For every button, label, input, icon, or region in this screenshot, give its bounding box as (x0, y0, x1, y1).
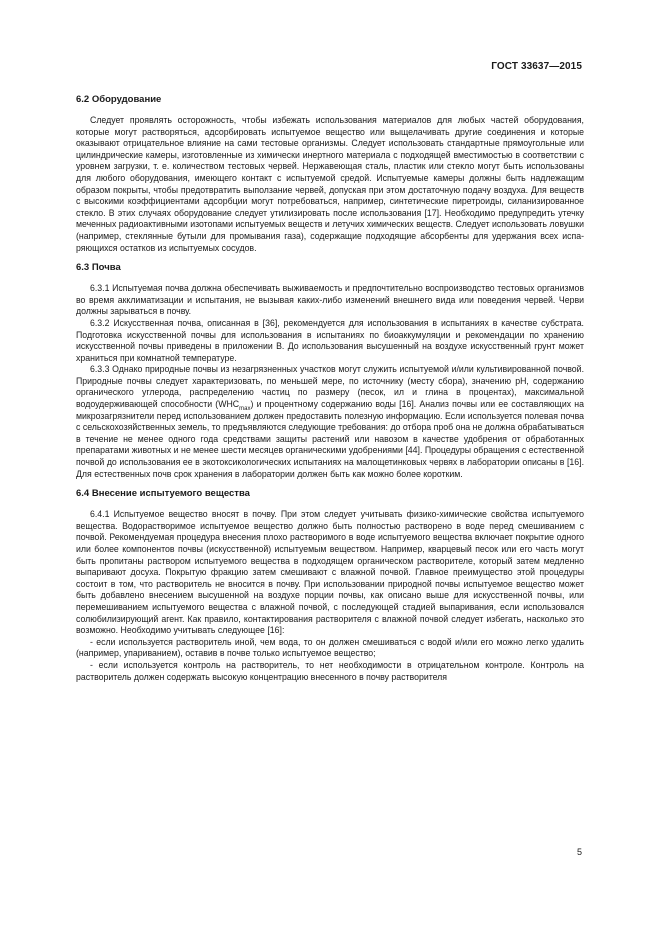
section-6-3 (76, 262, 584, 480)
subscript: max (239, 405, 251, 412)
paragraph: Следует проявлять осторожность, чтобы избежать использования материалов для любых частей оборудования, которые могут растворяться, адсорбировать испытуемое вещество или выщелачивать другие соединения и которые оказывают отрицательное влияние на сами тестовые организмы. Следует использовать стандартные прямоугольные или цилиндрические камеры, изготовленные из химически инертного материала с подходящей вместимостью в соответствии с уровнем загрузки, т. е. количеством тестовых червей. Нержавеющая сталь, пластик или стекло могут быть использованы для любого оборудования, имеющего контакт с испытуемой средой. Испытуемые камеры должны быть надлежащим образом покрыты, чтобы предотвратить выползание червей, допуская при этом достаточную подачу воздуха. Для веществ с высокими коэффициентами адсорбции могут потребоваться, например, синтетические пиретроиды, силанизированное стекло. В этих случаях оборудование следует утилизировать после использования [17]. Необходимо предупредить утечку меченных радиоактивными изотопами испытуемых веществ и летучих химических веществ. Следует использовать ловушки (например, стеклянные бутыли для промывания газа), содержащие подходящие абсорбенты для удержания всех испаряющихся остатков из испытуемых сосудов. (76, 115, 584, 253)
list-item: - если используется растворитель иной, чем вода, то он должен смешиваться с водой и/или его можно легко удалить (например, упариванием), оставив в почве только испытуемое вещество; (76, 636, 584, 659)
page-number: 5 (576, 847, 582, 857)
section-title: 6.2 Оборудование (76, 94, 162, 105)
section-6-2 (76, 94, 584, 254)
paragraph-text-part: ) и процентному содержанию воды [16]. Анализ почвы или ее составляющих на микрозагрязнители перед использованием должен предоставить полезную информацию. Если используется полевая почва с сельскохозяйственных земель, то предъявляются следующие требования: до отбора проб она не должна обрабатываться в течение не менее одного года средствами защиты растений или навозом в качестве удобрения от обработанных препаратами животных и не менее шести месяцев органическими удобрениями [44]. Процедуры обращения с естественной почвой до использования ее в экотоксикологических испытаниях на малощетинковых червях в лаборатории описаны в [16]. Для естественных почв срок хранения в лаборатории должен быть как можно более коротким. (76, 399, 584, 479)
standard-code-header: ГОСТ 33637—2015 (491, 61, 582, 72)
paragraph-text-part: 6.3.3 Однако природные почвы из незагрязненных участков могут служить испытуемой и/или культивированной почвой. Природные почвы следует характеризовать, по меньшей мере, по источнику (месту сбора), значению pH, содержанию органического углерода, распределению частиц по размеру (песок, ил и глина в процентах), максимальной водоудерживающей способности (WHC (76, 364, 584, 410)
list-item: - если используется контроль на растворитель, то нет необходимости в отрицательном контроле. Контроль на растворитель должен содержать высокую концентрацию внесенного в почву растворителя (76, 659, 584, 682)
paragraph-6-3-3 (76, 364, 584, 480)
paragraph: 6.3.2 Искусственная почва, описанная в [36], рекомендуется для использования в испытаниях в качестве субстрата. Подготовка искусственной почвы для использования в испытаниях по биоаккумуляции и рекомендации по хранению искусственной почвы приведены в приложении В. До использования высушенный на воздухе искусственный грунт может храниться при комнатной температуре. (76, 317, 584, 363)
section-title: 6.3 Почва (76, 262, 121, 274)
section-6-4 (76, 488, 584, 683)
paragraph: 6.4.1 Испытуемое вещество вносят в почву. При этом следует учитывать физико-химические свойства испытуемого вещества. Водорастворимое испытуемое вещество должно быть полностью растворено в воде перед смешиванием с почвой. Рекомендуемая процедура внесения плохо растворимого в воде испытуемого вещества включает покрытие одного или более компонентов почвы (искусственной) испытуемым веществом. Например, кварцевый песок или его часть могут быть пропитаны раствором испытуемого вещества в подходящем органическом растворителе, который затем медленно выпаривают досуха. Покрытую фракцию затем смешивают с влажной почвой. Главное преимущество этой процедуры состоит в том, что растворитель не вносится в почву. При использовании природной почвы испытуемое вещество может быть добавлено внесением высушенной на воздухе порции почвы, как описано выше для искусственной почвы, или перемешиванием испытуемого вещества с влажной почвой, с последующей стадией выпаривания, если использовался солюбилизирующий агент. Как правило, контактирования растворителя с влажной почвой следует избегать, насколько это возможно. Необходимо учитывать следующее [16]: (76, 509, 584, 636)
section-title: 6.4 Внесение испытуемого вещества (76, 488, 250, 500)
paragraph: 6.3.1 Испытуемая почва должна обеспечивать выживаемость и предпочтительно воспроизводство тестовых организмов во время акклиматизации и испытания, не вызывая каких-либо изменений внешнего вида или поведения червей. Черви должны зарываться в почву. (76, 283, 584, 317)
document-body (76, 94, 584, 691)
